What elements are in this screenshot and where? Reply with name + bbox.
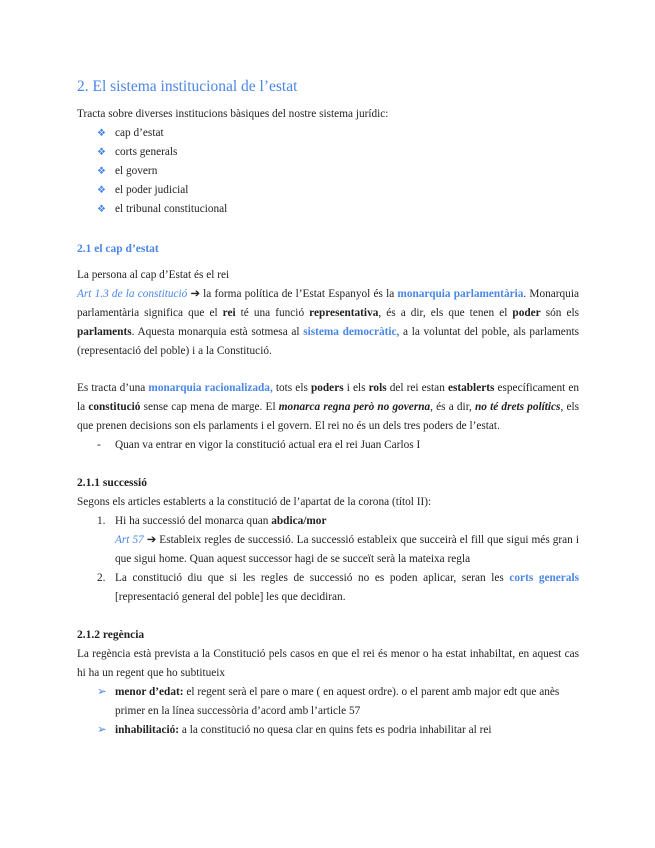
- list-item: ❖ cap d’estat: [97, 124, 579, 143]
- arrow-bullet-icon: ➢: [97, 686, 107, 698]
- institutions-list: [77, 124, 579, 219]
- list-item: - Quan va entrar en vigor la constitució actual era el rei Juan Carlos I: [77, 436, 579, 455]
- list-item: ❖ el tribunal constitucional: [97, 200, 579, 219]
- section-2-title: 2. El sistema institucional de l’estat: [77, 78, 298, 95]
- regency-intro: La regència està prevista a la Constitució pels casos en que el rei és menor o ha estat inhabiltat, en aquest cas hi ha un regent que ho subtitueix: [77, 648, 579, 679]
- rationalized-monarchy-paragraph: Es tracta d’una monarquia racionalizada, tots els poders i els rols del rei estan establerts específicament en la constitució sense cap mena de marge. El monarca regna però no governa, és a dir, no té drets polítics, els que prenen decisions son els parlaments i el govern. El rei no és un dels tres poders de l’estat.: [77, 382, 580, 432]
- list-item: ❖ corts generals: [97, 143, 579, 162]
- diamond-bullet-icon: ❖: [97, 128, 106, 139]
- section-2-1-1-title: 2.1.1 successió: [77, 477, 147, 489]
- diamond-bullet-icon: ❖: [97, 147, 106, 158]
- diamond-bullet-icon: ❖: [97, 166, 106, 177]
- spacer: [77, 455, 579, 474]
- numbered-item: 2. La constitució diu que si les regles de successió no es poden aplicar, seran les corts generals [representació general del poble] les que decidiran.: [97, 572, 579, 603]
- spacer: [77, 607, 579, 626]
- article-reference: Art 1.3 de la constitució: [77, 288, 188, 300]
- section-2-intro: Tracta sobre diverses institucions bàsiques del nostre sistema jurídic:: [77, 108, 389, 120]
- spacer: [77, 361, 579, 379]
- list-item: ➢ inhabilitació: a la constitució no quesa clar en quins fets es podria inhabilitar al rei: [77, 721, 579, 740]
- list-item: ➢ menor d’edat: el regent serà el pare o mare ( en aquest ordre). o el parent amb major edt que anès primer en la línea successòria d’acord amb l’article 57: [77, 683, 579, 721]
- head-of-state-line: La persona al cap d’Estat és el rei: [77, 269, 230, 281]
- succession-intro: Segons els articles establerts a la constitució de l’apartat de la corona (títol II):: [77, 496, 432, 508]
- article-reference: Art 57: [115, 534, 144, 546]
- parliamentary-monarchy-paragraph: Art 1.3 de la constitució ➔ la forma política de l’Estat Espanyol és la monarquia parlamentària. Monarquia parlamentària significa que el rei té una funció representativa, és a dir, els que tenen el poder són els parlaments. Aquesta monarquia està sotmesa al sistema democràtic, a la voluntat del poble, als parlaments (representació del poble) i a la Constitució.: [77, 288, 579, 357]
- numbered-item: 1. Hi ha successió del monarca quan abdica/mor Art 57 ➔ Estableix regles de successió. La successió estableix que succeirà el fill que sigui més gran i que sigui home. Quan aquest successor hagi de se succeït serà la mateixa regla: [97, 515, 579, 565]
- section-2-1-title: 2.1 el cap d’estat: [77, 243, 159, 255]
- section-2-1-2-title: 2.1.2 regència: [77, 629, 145, 641]
- document-content: [77, 76, 579, 740]
- diamond-bullet-icon: ❖: [97, 204, 106, 215]
- diamond-bullet-icon: ❖: [97, 185, 106, 196]
- list-item: ❖ el poder judicial: [97, 181, 579, 200]
- arrow-bullet-icon: ➢: [97, 724, 107, 736]
- dash-bullet: -: [97, 439, 101, 451]
- list-item: ❖ el govern: [97, 162, 579, 181]
